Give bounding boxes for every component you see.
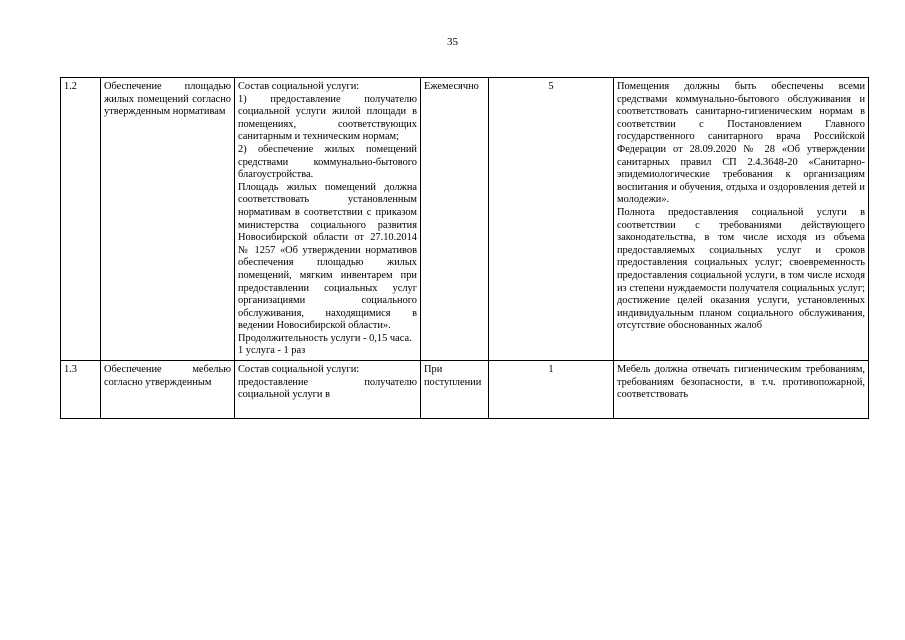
page-number: 35 (447, 36, 458, 48)
service-name: Обеспечение мебелью согласно утвержденным (101, 361, 235, 419)
requirements-paragraph: Полнота предоставления социальной услуги в соответствии с требованиями действующего законодательства, в том числе исходя из объема предоставляемых социальных услуг и сроков предоставления социальных услуг; своевременность предоставления социальной услуги, в том числе исходя из степени нуждаемости получателя социальных услуг; достижение целей оказания услуги, установленных индивидуальным планом социального обслуживания, отсутствие обоснованных жалоб (617, 206, 865, 332)
service-quantity: 1 (489, 361, 614, 419)
service-requirements (614, 361, 869, 419)
service-quantity: 5 (489, 78, 614, 361)
content-paragraph: Продолжительность услуги - 0,15 часа. (238, 332, 412, 344)
row-number: 1.3 (61, 361, 101, 419)
requirements-paragraph: Помещения должны быть обеспечены всеми средствами коммунально-бытового обслуживания и соответствовать санитарно-гигиеническим нормам в соответствии с Постановлением Главного государственного санитарного врача Российской Федерации от 28.09.2020 № 28 «Об утверждении санитарных правил СП 2.4.3648-20 «Санитарно-эпидемиологические требования к организациям воспитания и обучения, отдыха и оздоровления детей и молодежи». (617, 81, 865, 206)
content-paragraph: Состав социальной услуги: (238, 81, 360, 92)
service-requirements (614, 78, 869, 361)
service-content (235, 78, 421, 361)
requirements-paragraph: Мебель должна отвечать гигиеническим требованиям, требованиям безопасности, в т.ч. противопожарной, соответствовать (617, 364, 865, 401)
service-frequency: При поступлении (421, 361, 489, 419)
content-paragraph: Площадь жилых помещений должна соответствовать установленным нормативам в соответствии с приказом министерства социального развития Новосибирской области от 27.10.2014 № 1257 «Об утверждении нормативов обеспечения площадью жилых помещений, мягким инвентарем при предоставлении социальных услуг организациями социального обслуживания, находящимися в ведении Новосибирской области». (238, 181, 417, 332)
service-frequency: Ежемесячно (421, 78, 489, 361)
row-number: 1.2 (61, 78, 101, 361)
services-table (60, 77, 869, 419)
service-name: Обеспечение площадью жилых помещений согласно утвержденным нормативам (101, 78, 235, 361)
content-paragraph: 2) обеспечение жилых помещений средствами коммунально-бытового благоустройства. (238, 143, 417, 181)
content-paragraph: Состав социальной услуги: (238, 364, 360, 376)
table-row (61, 78, 869, 361)
service-content (235, 361, 421, 419)
table-row (61, 361, 869, 419)
content-paragraph: предоставление получателю социальной услуги в (238, 376, 417, 401)
content-paragraph: 1) предоставление получателю социальной услуги жилой площади в помещениях, соответствующих санитарным и техническим нормам; (238, 93, 417, 143)
content-paragraph: 1 услуга - 1 раз (238, 345, 306, 357)
